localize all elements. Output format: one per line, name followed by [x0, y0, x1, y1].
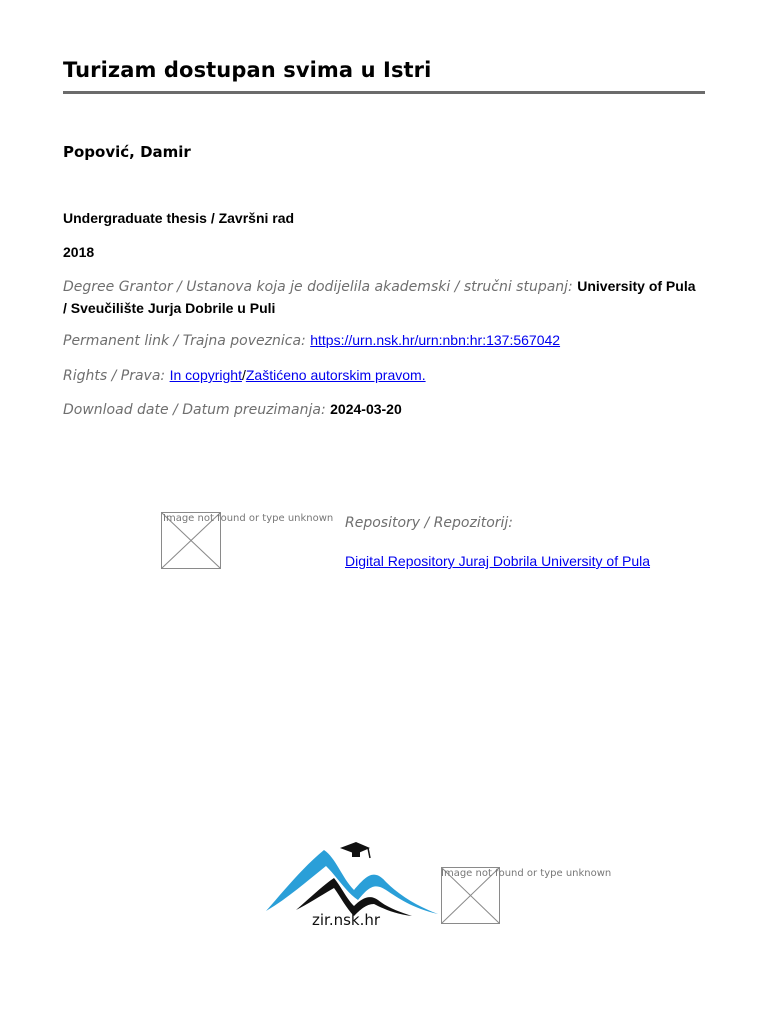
zir-logo-text: zir.nsk.hr	[312, 911, 381, 929]
download-value: 2024-03-20	[330, 401, 402, 417]
zir-logo-graphic	[262, 838, 442, 930]
repository-label: Repository / Repozitorij:	[345, 515, 514, 531]
permalink-row	[63, 330, 703, 352]
grantor-value: University of Pula / Sveučilište Jurja Dobrile u Puli	[63, 278, 696, 316]
rights-row	[63, 365, 703, 387]
permalink-label: Permanent link / Trajna poveznica:	[63, 333, 306, 349]
title-divider	[63, 91, 705, 94]
document-year: 2018	[63, 244, 95, 260]
rights-label: Rights / Prava:	[63, 368, 166, 384]
repository-broken-image-text: Image not found or type unknown	[163, 513, 334, 524]
download-label: Download date / Datum preuzimanja:	[63, 402, 326, 418]
rights-link-zasticeno[interactable]: Zaštićeno autorskim pravom.	[245, 367, 426, 383]
repository-link[interactable]: Digital Repository Juraj Dobrila University of Pula	[345, 553, 651, 569]
permalink-link[interactable]: https://urn.nsk.hr/urn:nbn:hr:137:567042	[310, 332, 561, 348]
grantor-row	[63, 276, 703, 320]
rights-link-in-copyright[interactable]: In copyright	[169, 367, 242, 383]
page-title: Turizam dostupan svima u Istri	[63, 58, 432, 82]
grantor-label: Degree Grantor / Ustanova koja je dodijelila akademski / stručni stupanj:	[63, 279, 573, 295]
repository-link-wrapper	[345, 551, 650, 570]
rights-separator: /	[241, 367, 246, 383]
author: Popović, Damir	[63, 143, 191, 161]
zir-logo	[262, 838, 442, 934]
document-type: Undergraduate thesis / Završni rad	[63, 210, 295, 226]
footer-broken-image-text: Image not found or type unknown	[441, 868, 612, 879]
download-row	[63, 399, 703, 421]
